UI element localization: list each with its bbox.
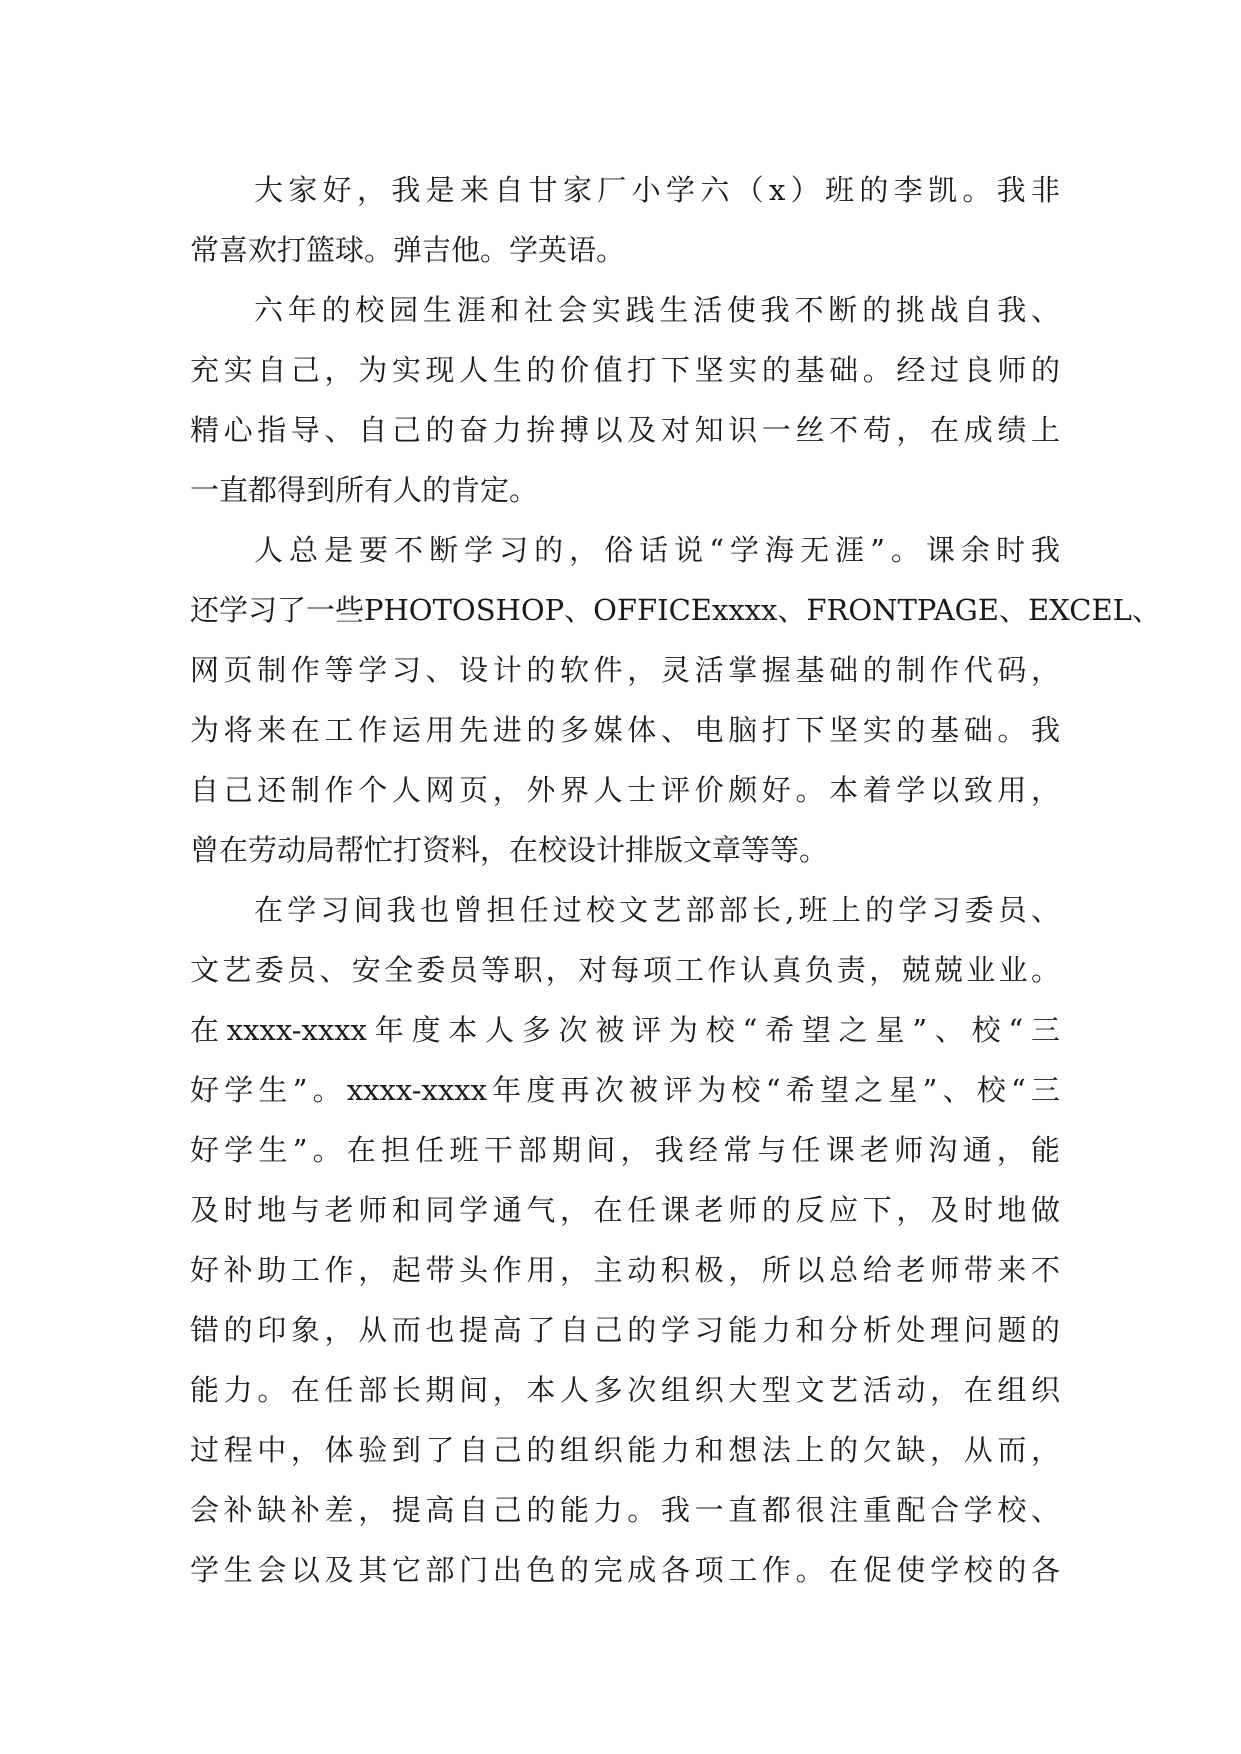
text-line: 六年的校园生涯和社会实践生活使我不断的挑战自我、 — [254, 293, 1060, 327]
text-line: 及时地与老师和同学通气，在任课老师的反应下，及时地做 — [190, 1193, 1060, 1227]
text-line: 在xxxx-xxxx年度本人多次被评为校“希望之星”、校“三 — [190, 1013, 1060, 1047]
text-line: 会补缺补差，提高自己的能力。我一直都很注重配合学校、 — [190, 1493, 1060, 1527]
text-line: 自己还制作个人网页，外界人士评价颇好。本着学以致用， — [190, 773, 1060, 807]
text-line: 网页制作等学习、设计的软件，灵活掌握基础的制作代码， — [190, 653, 1060, 687]
text-line: 大家好，我是来自甘家厂小学六（x）班的李凯。我非 — [254, 173, 1060, 207]
text-line: 一直都得到所有人的肯定。 — [190, 473, 539, 507]
document-body — [190, 160, 1161, 1600]
paragraph-3 — [190, 520, 1161, 880]
paragraph-1 — [190, 160, 1060, 280]
text-line: 好学生”。在担任班干部期间，我经常与任课老师沟通，能 — [190, 1133, 1060, 1167]
text-line: 为将来在工作运用先进的多媒体、电脑打下坚实的基础。我 — [190, 713, 1060, 747]
text-line: 精心指导、自己的奋力拚搏以及对知识一丝不苟，在成绩上 — [190, 413, 1060, 447]
text-line: 还学习了一些PHOTOSHOP、OFFICExxxx、FRONTPAGE、EXCEL、 — [190, 593, 1161, 627]
text-line: 好学生”。xxxx-xxxx年度再次被评为校“希望之星”、校“三 — [190, 1073, 1060, 1107]
text-line: 过程中，体验到了自己的组织能力和想法上的欠缺，从而， — [190, 1433, 1060, 1467]
text-line: 学生会以及其它部门出色的完成各项工作。在促使学校的各 — [190, 1553, 1060, 1587]
text-line: 曾在劳动局帮忙打资料，在校设计排版文章等等。 — [190, 833, 829, 867]
text-line: 文艺委员、安全委员等职，对每项工作认真负责，兢兢业业。 — [190, 953, 1060, 987]
text-line: 人总是要不断学习的，俗话说“学海无涯”。课余时我 — [254, 533, 1060, 567]
text-line: 能力。在任部长期间，本人多次组织大型文艺活动，在组织 — [190, 1373, 1060, 1407]
paragraph-2 — [190, 280, 1060, 520]
text-line: 在学习间我也曾担任过校文艺部部长,班上的学习委员、 — [254, 893, 1060, 927]
text-line: 常喜欢打篮球。弹吉他。学英语。 — [190, 233, 626, 267]
text-line: 充实自己，为实现人生的价值打下坚实的基础。经过良师的 — [190, 353, 1060, 387]
text-line: 错的印象，从而也提高了自己的学习能力和分析处理问题的 — [190, 1313, 1060, 1347]
text-line: 好补助工作，起带头作用，主动积极，所以总给老师带来不 — [190, 1253, 1060, 1287]
paragraph-4 — [190, 880, 1060, 1600]
